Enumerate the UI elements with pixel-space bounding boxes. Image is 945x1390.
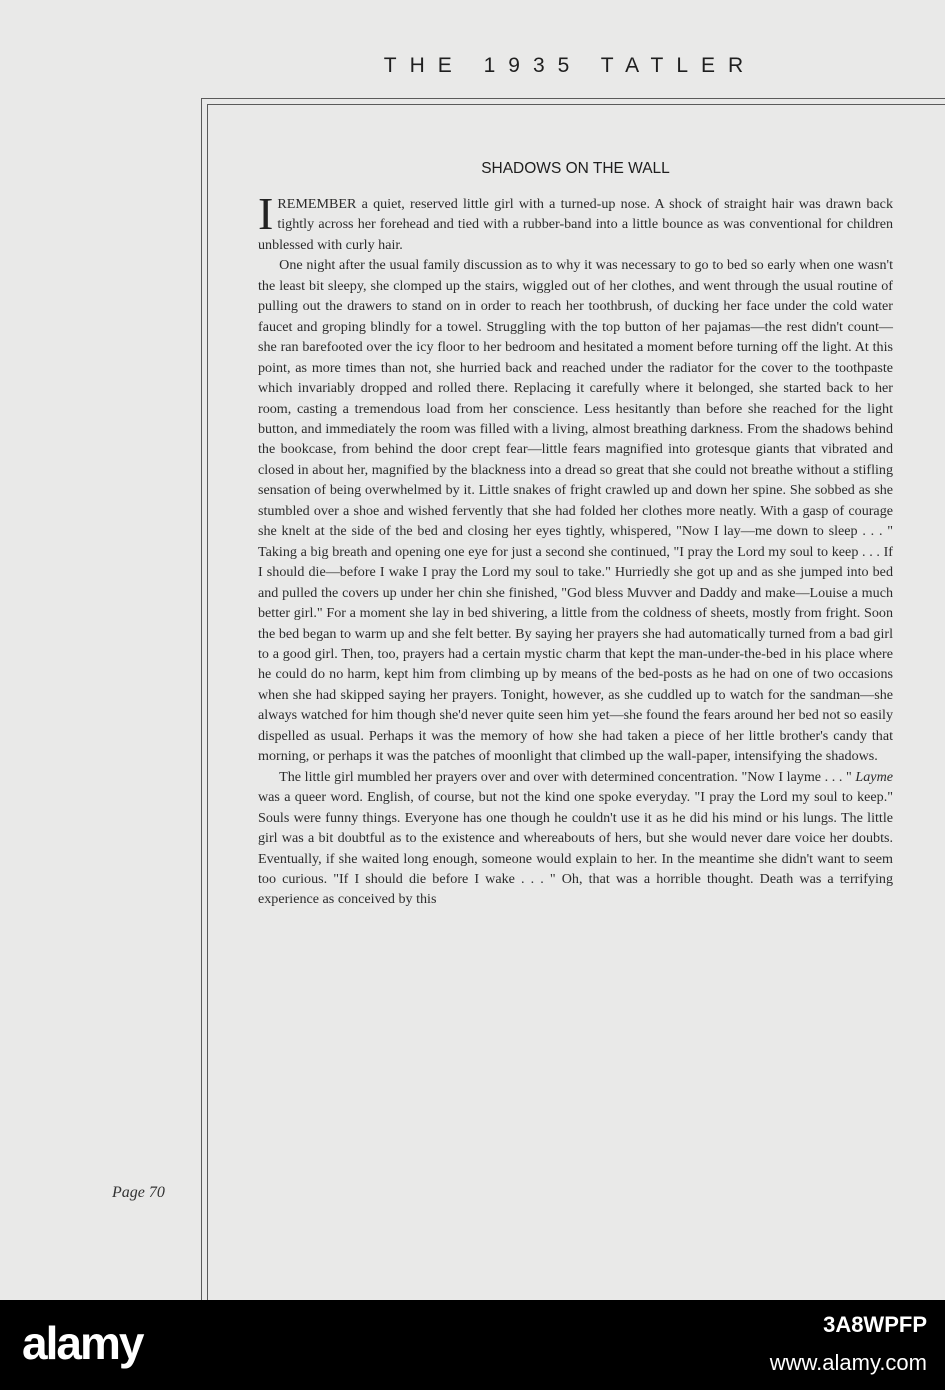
- alamy-logo: alamy: [22, 1317, 143, 1369]
- paragraph-text: The little girl mumbled her prayers over and over with determined concentration. "Now I layme . . . ": [279, 768, 856, 785]
- article-paragraph: One night after the usual family discussion as to why it was necessary to go to bed so early when one wasn't the least bit sleepy, she clomped up the stairs, wiggled out of her clothes, and went through the usual routine of pulling out the drawers to stand on in order to reach her toothbrush, of ducking her face under the cold water faucet and groping blindly for a towel. Struggling with the top button of her pajamas—the rest didn't count—she ran barefooted over the icy floor to her bedroom and hesitated a moment before turning off the light. At this point, as more times than not, she hurried back and reached under the radiator for the cover to the toothpaste which invariably dropped and rolled there. Replacing it carefully where it belonged, she started back to her room, casting a tremendous load from her conscience. Less hesitantly than before she reached for the light button, and immediately the room was filled with a living, almost breathing darkness. From the shadows behind the bookcase, from behind the door crept fear—little fears magnified into grotesque giants that vibrated and closed in about her, magnified by the blackness into a dread so great that she could not breathe without a stifling sensation of being overwhelmed by it. Little snakes of fright crawled up and down her spine. She sobbed as she stumbled over a shoe and wished fervently that she had folded her clothes more neatly. With a gasp of courage she knelt at the side of the bed and closing her eyes tightly, whispered, "Now I lay—me down to sleep . . . " Taking a big breath and opening one eye for just a second she continued, "I pray the Lord my soul to keep . . . If I should die—before I wake I pray the Lord my soul to take." Hurriedly she got up and as she jumped into bed and pulled the covers up under her chin she finished, "God bless Muvver and Daddy and make—Louise a much better girl." For a moment she lay in bed shivering, a little from the coldness of sheets, mostly from fright. Soon the bed began to warm up and she felt better. By saying her prayers she had automatically turned from a bad girl to a good girl. Then, too, prayers had a certain mystic charm that kept the man-under-the-bed in his place where he could do no harm, kept him from climbing up by means of the bed-posts as he had on one of two occasions when she had skipped saying her prayers. Tonight, however, as she cuddled up to watch for the sandman—she always watched for him though she'd never quite seen him yet—she found the fears around her bed not so easily dispelled as usual. Perhaps it was the memory of how she had taken a piece of her little brother's candy that morning, or perhaps it was the patches of moonlight that climbed up the wall-paper, intensifying the shadows.: [258, 257, 893, 765]
- paragraph-text: REMEMBER a quiet, reserved little girl with a turned-up nose. A shock of straight hair was drawn back tightly across her forehead and tied with a rubber-band into a little bounce as was conventional for children unblessed with curly hair.: [258, 196, 893, 253]
- watermark-url: www.alamy.com: [769, 1350, 927, 1375]
- stock-watermark-banner: [0, 1300, 945, 1390]
- emphasized-word: Layme: [855, 768, 893, 785]
- article-paragraph: [258, 188, 893, 255]
- paragraph-text: was a queer word. English, of course, but not the kind one spoke everyday. "I pray the Lord my soul to keep." Souls were funny things. Everyone has one though he couldn't use it as he did his mind or his lungs. The little girl was a bit doubtful as to the existence and whereabouts of hers, but she would never dare voice her doubts. Eventually, if she waited long enough, someone would explain to her. In the meantime she didn't want to seem too curious. "If I should die before I wake . . . " Oh, that was a horrible thought. Death was a terrifying experience as conceived by this: [258, 789, 893, 908]
- drop-cap: I: [258, 188, 274, 239]
- article-paragraph: [258, 767, 893, 910]
- article-title: SHADOWS ON THE WALL: [481, 160, 670, 177]
- article-body: [258, 188, 893, 910]
- image-id-label: 3A8WPFP: [823, 1312, 927, 1337]
- page-number: Page 70: [112, 1184, 165, 1201]
- magazine-header: THE 1935 TATLER: [383, 54, 757, 77]
